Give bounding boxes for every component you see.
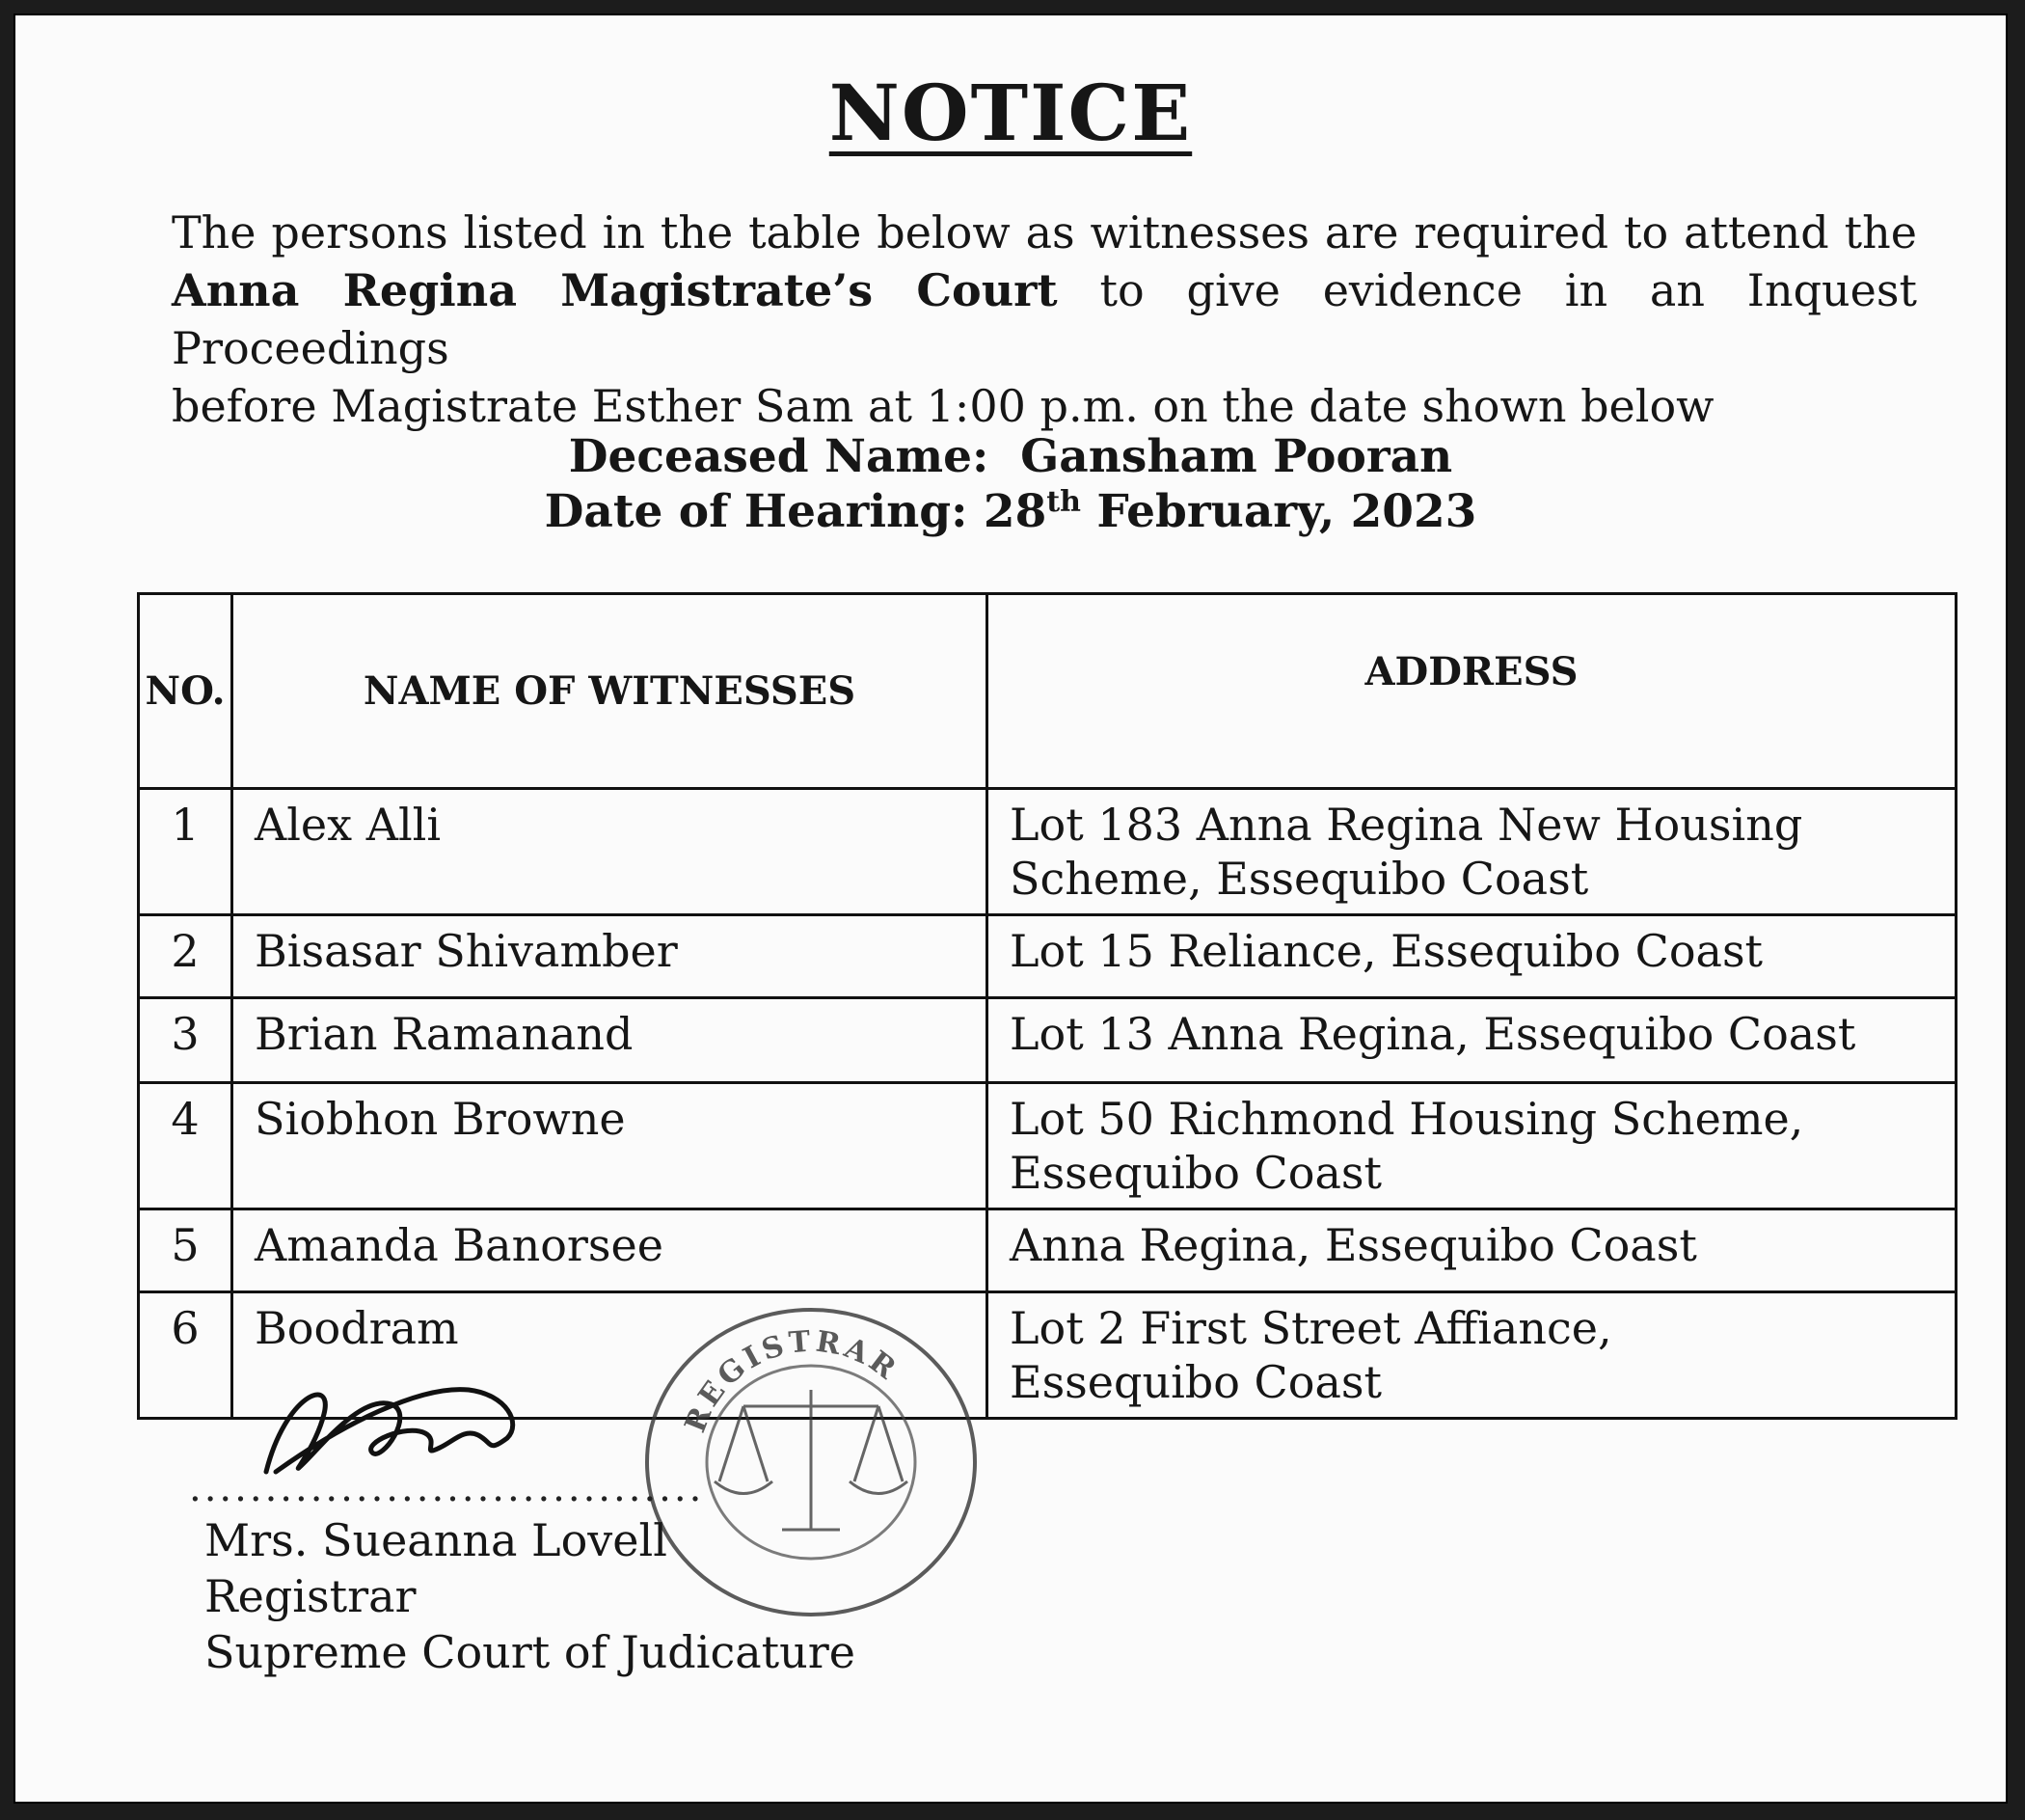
deceased-line — [15, 430, 2006, 483]
header-no: NO. — [139, 594, 232, 789]
witness-table — [137, 592, 1958, 1420]
hearing-label: Date of Hearing: — [544, 485, 968, 538]
stamp-text: REGISTRAR — [678, 1324, 905, 1438]
court-name: Anna Regina Magistrate’s Court — [172, 264, 1058, 316]
table-row — [139, 998, 1957, 1083]
row-address: Lot 50 Richmond Housing Scheme, Essequibo Coast — [987, 1083, 1957, 1209]
intro-line-3: before Magistrate Esther Sam at 1:00 p.m. on the date shown below — [172, 380, 1714, 432]
hearing-rest: February, 2023 — [1096, 485, 1477, 538]
header-address: ADDRESS — [987, 594, 1957, 789]
row-name: Alex Alli — [232, 789, 987, 915]
row-name: Boodram — [232, 1292, 987, 1419]
header-name: NAME OF WITNESSES — [232, 594, 987, 789]
table-header-row — [139, 594, 1957, 789]
row-name: Brian Ramanand — [232, 998, 987, 1083]
table-row — [139, 1083, 1957, 1209]
intro-line-1: The persons listed in the table below as witnesses are required to attend the — [172, 206, 1917, 258]
signer-title: Registrar — [204, 1570, 417, 1622]
row-no: 1 — [139, 789, 232, 915]
signature-line: .................................. — [189, 1466, 705, 1510]
row-name: Siobhon Browne — [232, 1083, 987, 1209]
hearing-day: 28 — [983, 485, 1047, 538]
table-row — [139, 915, 1957, 998]
row-no: 2 — [139, 915, 232, 998]
deceased-name: Gansham Pooran — [1020, 430, 1453, 483]
row-address: Anna Regina, Essequibo Coast — [987, 1209, 1957, 1292]
row-address: Lot 15 Reliance, Essequibo Coast — [987, 915, 1957, 998]
deceased-label: Deceased Name: — [568, 430, 989, 483]
row-address: Lot 13 Anna Regina, Essequibo Coast — [987, 998, 1957, 1083]
row-address: Lot 2 First Street Affiance, Essequibo Coast — [987, 1292, 1957, 1419]
row-no: 4 — [139, 1083, 232, 1209]
notice-page — [14, 14, 2008, 1804]
table-row — [139, 1209, 1957, 1292]
notice-title: NOTICE — [828, 68, 1193, 158]
hearing-day-suffix: th — [1046, 485, 1081, 519]
signer-block — [204, 1512, 855, 1680]
row-name: Bisasar Shivamber — [232, 915, 987, 998]
table-row — [139, 789, 1957, 915]
hearing-date-line — [15, 485, 2006, 538]
row-no: 3 — [139, 998, 232, 1083]
intro-line-2: Anna Regina Magistrate’s Court to give evidence in an Inquest Proceedings — [172, 264, 1917, 374]
row-name: Amanda Banorsee — [232, 1209, 987, 1292]
signer-org: Supreme Court of Judicature — [204, 1626, 855, 1678]
notice-intro — [172, 204, 1917, 435]
signer-name: Mrs. Sueanna Lovell — [204, 1514, 667, 1566]
row-no: 6 — [139, 1292, 232, 1419]
row-no: 5 — [139, 1209, 232, 1292]
row-address: Lot 183 Anna Regina New Housing Scheme, Essequibo Coast — [987, 789, 1957, 915]
